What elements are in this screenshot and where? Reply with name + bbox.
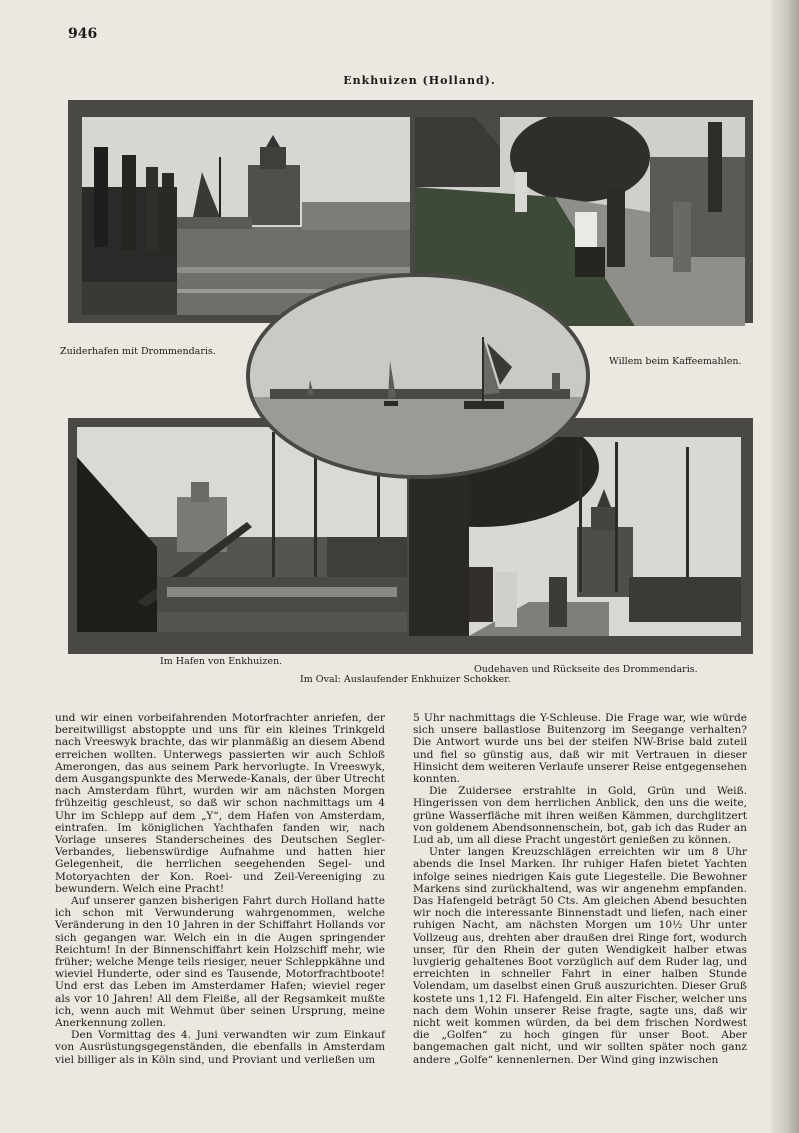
paragraph: Den Vormittag des 4. Juni verwandten wir zum Einkauf von Ausrüstungsgegenständen, die ebenfalls in Amsterdam viel billiger als in Köln sind, und Proviant und verließen um [55, 1029, 385, 1066]
text-column-left [55, 712, 385, 1066]
caption-oudehaven: Oudehaven und Rückseite des Drommendaris. [474, 664, 698, 675]
paragraph: und wir einen vorbeifahrenden Motorfrachter anriefen, der bereitwilligst abstoppte und uns für ein kleines Trinkgeld nach Vreeswyk brachte, das wir planmäßig an diesem Abend erreichen wollten. Unterwegs passierten wir auch Schloß Amerongen, das aus seinem Park hervorlugte. In Vreeswyk, dem Ausgangspunkte des Merwede-Kanals, der über Utrecht nach Amsterdam führt, wurden wir am nächsten Morgen frühzeitig geschleust, so daß wir schon nachmittags um 4 Uhr im Schlepp auf dem „Y“, dem Hafen von Amsterdam, eintrafen. Im königlichen Yachthafen fanden wir, nach Vorlage unseres Standerscheines des Deutschen Segler-Verbandes, liebenswürdige Aufnahme und hatten hier Gelegenheit, die herrlichen seegehenden Segel- und Motoryachten der Kon. Roei- und Zeil-Vereeniging zu bewundern. Welch eine Pracht! [55, 712, 385, 895]
photo-collage-frame [68, 100, 753, 654]
page-title: Enkhuizen (Holland). [343, 74, 496, 87]
paragraph: Unter langen Kreuzschlägen erreichten wir um 8 Uhr abends die Insel Marken. Ihr ruhiger Hafen bietet Yachten infolge seines niedrigen Kais gute Liegestelle. Die Bewohner Markens sind zurückhaltend, was wir angenehm empfanden. Das Hafengeld beträgt 50 Cts. Am gleichen Abend besuchten wir noch die interessante Binnenstadt und liefen, nach einer ruhigen Nacht, am nächsten Morgen um 10½ Uhr unter Vollzeug aus, drehten aber draußen drei Ringe fort, wodurch unser, für den Rhein der guten Wendigkeit halber etwas luvgierig gehaltenes Boot vorzüglich auf dem Ruder lag, und erreichten in schneller Fahrt in einer halben Stunde Volendam, um daselbst einen Gruß auszurichten. Dieser Gruß kostete uns 1,12 Fl. Hafengeld. Ein alter Fischer, welcher uns nach dem Wohin unserer Reise fragte, sagte uns, daß wir nicht weit kommen würden, da bei dem frischen Nordwest die „Golfen“ zu hoch gingen für unser Boot. Aber bangemachen galt nicht, und wir sollten später noch ganz andere „Golfe“ kennenlernen. Der Wind ging inzwischen [413, 846, 747, 1066]
page-edge-shadow [771, 0, 799, 1133]
caption-willem: Willem beim Kaffeemahlen. [609, 356, 742, 367]
caption-zuiderhafen: Zuiderhafen mit Drommendaris. [60, 346, 216, 357]
paragraph: 5 Uhr nachmittags die Y-Schleuse. Die Frage war, wie würde sich unsere ballastlose Buitenzorg im Seegange verhalten? Die Antwort wurde uns bei der steifen NW-Brise bald zuteil und fiel so günstig aus, daß wir mit Vertrauen in dieser Hinsicht dem weiteren Verlaufe unserer Reise entgegensehen konnten. [413, 712, 747, 786]
caption-oval: Im Oval: Auslaufender Enkhuizer Schokker. [300, 674, 511, 685]
photo-oval-schokker [250, 277, 586, 475]
caption-im-hafen: Im Hafen von Enkhuizen. [160, 656, 283, 667]
page-number: 946 [68, 26, 98, 42]
paragraph: Die Zuidersee erstrahlte in Gold, Grün und Weiß. Hingerissen von dem herrlichen Anblick, den uns die weite, grüne Wasserfläche mit ihren weißen Kämmen, durchglitzert von goldenem Abendsonnenschein, bot, gab ich das Ruder an Lud ab, um all diese Pracht ungestört genießen zu können. [413, 785, 747, 847]
text-column-right [413, 712, 747, 1066]
paragraph: Auf unserer ganzen bisherigen Fahrt durch Holland hatte ich schon mit Verwunderung wahrgenommen, welche Veränderung in den 10 Jahren in der Schiffahrt Hollands vor sich gegangen war. Welch ein in die Augen springender Reichtum! In der Binnenschiffahrt kein Holzschiff mehr, wie früher; welche Menge teils riesiger, neuer Schleppkähne und wieviel Hunderte, oder sind es Tausende, Motorfrachtboote! Und erst das Leben im Amsterdamer Hafen; wieviel reger als vor 10 Jahren! All dem Fleiße, all der Regsamkeit mußte ich, wenn auch mit Wehmut über seinen Ursprung, meine Anerkennung zollen. [55, 895, 386, 1030]
